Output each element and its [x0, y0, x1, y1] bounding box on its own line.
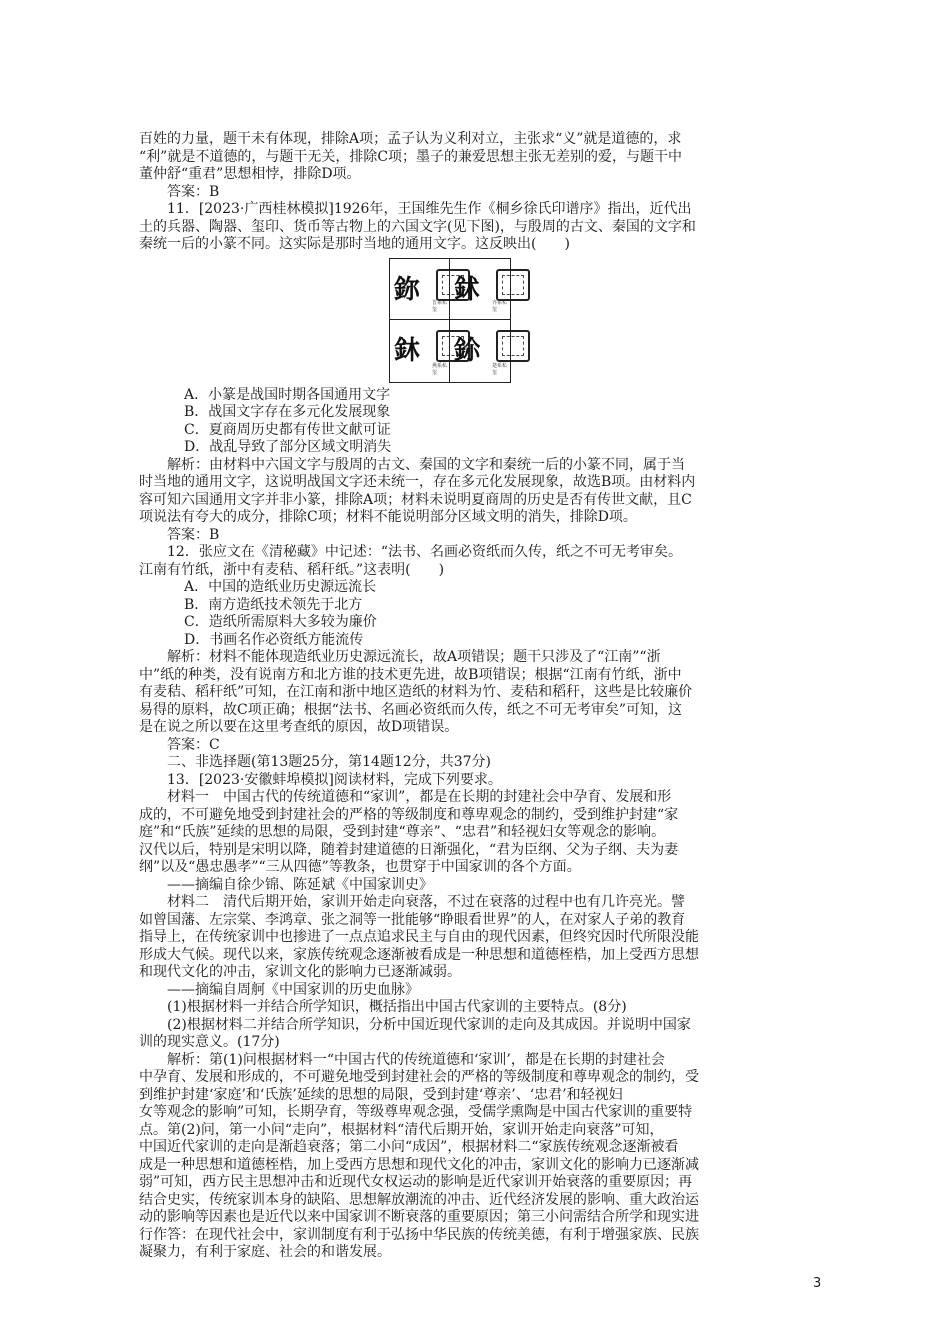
- text-line: 弱”可知，西方民主思想冲击和近现代女权运动的影响是近代家训开始衰落的重要原因；再: [139, 1174, 693, 1190]
- text-line: 是在说之所以要在这里考查纸的原因，故D项错误。: [139, 719, 459, 735]
- text-line: C．造纸所需原料大多较为廉价: [184, 614, 377, 630]
- seal-glyph: 鉥: [454, 274, 481, 305]
- text-line: 指导上，在传统家训中也掺进了一点点追求民主与自由的现代因素，但终究因时代所限没能: [139, 929, 699, 945]
- text-line: 秦统一后的小篆不同。这实际是那时当地的通用文字。这反映出( ): [139, 236, 570, 252]
- text-line: 12．张应文在《清秘藏》中记述：“法书、名画必资纸而久传，纸之不可无考审矣。: [167, 544, 682, 560]
- text-block-top: [139, 131, 819, 254]
- text-line: 百姓的力量，题干未有体现，排除A项；孟子认为义利对立，主张求“义”就是道德的，求: [139, 131, 682, 147]
- text-line: 形成大气候。现代以来，家族传统观念逐渐被看成是一种思想和道德桎梏，加上受西方思想: [139, 946, 699, 963]
- figure-cell: [390, 259, 450, 321]
- text-block-main: [139, 387, 819, 1262]
- text-line: D．书画名作必资纸方能流传: [184, 631, 364, 648]
- figure-caption: 燕系私玺: [432, 362, 448, 376]
- text-line: 13．[2023·安徽蚌埠模拟]阅读材料，完成下列要求。: [167, 771, 502, 788]
- text-line: 点。第(2)问，第一小问“走向”，根据材料“清代后期开始，家训开始走向衰落”可知，: [139, 1121, 664, 1138]
- text-line: 容可知六国通用文字并非小篆，排除A项；材料未说明夏商周的历史是否有传世文献，且C: [139, 491, 692, 508]
- text-line: 有麦秸、稻秆纸”可知，在江南和浙中地区造纸的材料为竹、麦秸和稻秆，这些是比较廉价: [139, 684, 693, 700]
- text-line: 结合史实，传统家训本身的缺陷、思想解放潮流的冲击、近代经济发展的影响、重大政治运: [139, 1191, 699, 1208]
- text-line: 成是一种思想和道德桎梏，加上受西方思想和现代文化的冲击，家训文化的影响力已逐渐减: [139, 1156, 699, 1173]
- text-line: B．战国文字存在多元化发展现象: [184, 404, 391, 420]
- figure-cell: [390, 320, 450, 382]
- text-line: D．战乱导致了部分区域文明消失: [184, 439, 392, 455]
- text-line: 二、非选择题(第13题25分，第14题12分，共37分): [167, 754, 491, 770]
- text-line: 纲”以及“愚忠愚孝”“三从四德”等教条，也贯穿于中国家训的各个方面。: [139, 859, 581, 875]
- text-line: 中孕育、发展和形成的，不可避免地受到封建社会的严格的等级制度和尊卑观念的制约，受: [139, 1069, 699, 1085]
- text-line: 和现代文化的冲击，家训文化的影响力已逐渐减弱。: [139, 964, 461, 980]
- text-line: 材料一 中国古代的传统道德和“家训”，都是在长期的封建社会中孕育、发展和形: [167, 789, 672, 805]
- text-line: 中”纸的种类，没有说南方和北方谁的技术更先进，故B项错误；根据“江南有竹纸，浙中: [139, 666, 682, 683]
- text-line: 成的，不可避免地受到封建社会的严格的等级制度和尊卑观念的制约，受到维护封建“家: [139, 806, 679, 823]
- figure-caption: 齐系私玺: [492, 300, 508, 313]
- text-line: ——摘编自徐少锦、陈延斌《中国家训史》: [167, 876, 433, 893]
- seal-glyph: 鈢: [394, 336, 421, 366]
- text-line: 土的兵器、陶器、玺印、货币等古物上的六国文字(见下图)，与殷周的古文、秦国的文字和: [139, 218, 696, 235]
- text-line: 时当地的通用文字，这说明战国文字还未统一，存在多元化发展现象，故选B项。由材料内: [139, 474, 696, 490]
- text-line: 汉代以后，特别是宋明以降，随着封建道德的日渐强化，“君为臣纲、父为子纲、夫为妻: [139, 841, 679, 858]
- text-line: 材料二 清代后期开始，家训开始走向衰落，不过在衰落的过程中也有几许亮光。譬: [167, 894, 685, 910]
- figure-cell: [450, 320, 510, 382]
- text-line: B．南方造纸技术领先于北方: [184, 596, 363, 613]
- seal-script-figure: [389, 258, 511, 383]
- text-line: 解析：材料不能体现造纸业历史源远流长，故A项错误；题干只涉及了“江南”“浙: [167, 649, 661, 665]
- text-line: 如曾国藩、左宗棠、李鸿章、张之洞等一批能够“睁眼看世界”的人，在对家人子弟的教育: [139, 911, 686, 928]
- figure-caption: 楚系私玺: [492, 362, 508, 376]
- seal-impression-icon: [496, 330, 530, 362]
- text-line: 答案：B: [167, 183, 220, 200]
- text-line: 训的现实意义。(17分): [139, 1034, 280, 1050]
- text-line: 中国近代家训的走向是渐趋衰落；第二小问“成因”，根据材料二“家族传统观念逐渐被看: [139, 1139, 679, 1155]
- text-line: A．中国的造纸业历史源远流长: [184, 579, 377, 595]
- figure-caption: 晋系私玺: [432, 300, 448, 313]
- text-line: ——摘编自周舸《中国家训的历史血脉》: [167, 981, 419, 998]
- text-line: 答案：C: [167, 736, 220, 753]
- document-body: [139, 131, 819, 1262]
- text-line: 动的影响等因素也是近代以来中国家训不断衰落的重要原因；第三小问需结合所学和现实进: [139, 1209, 699, 1225]
- text-line: 凝聚力，有利于家庭、社会的和谐发展。: [139, 1244, 391, 1260]
- text-line: 庭”和“氏族”延续的思想的局限，受到封建“尊亲”、“忠君”和轻视妇女等观念的影响。: [139, 824, 666, 840]
- text-line: 项说法有夸大的成分，排除C项；材料不能说明部分区域文明的消失，排除D项。: [139, 509, 637, 525]
- text-line: 董仲舒“重君”思想相悖，排除D项。: [139, 166, 361, 182]
- text-line: 江南有竹纸，浙中有麦秸、稻秆纸。”这表明( ): [139, 561, 445, 578]
- text-line: (1)根据材料一并结合所学知识，概括指出中国古代家训的主要特点。(8分): [167, 999, 627, 1015]
- text-line: A．小篆是战国时期各国通用文字: [184, 386, 391, 403]
- text-line: 女等观念的影响”可知，长期孕育，等级尊卑观念强，受儒学熏陶是中国古代家训的重要特: [139, 1104, 693, 1120]
- text-line: (2)根据材料二并结合所学知识，分析中国近现代家训的走向及其成因。并说明中国家: [167, 1016, 691, 1033]
- text-line: 解析：由材料中六国文字与殷周的古文、秦国的文字和秦统一后的小篆不同，属于当: [167, 456, 685, 473]
- text-line: 解析：第(1)问根据材料一“中国古代的传统道德和‘家训’，都是在长期的封建社会: [167, 1051, 665, 1068]
- seal-glyph: 鉨: [394, 274, 421, 305]
- figure-cell: [450, 259, 510, 321]
- text-line: C．夏商周历史都有传世文献可证: [184, 421, 391, 438]
- text-line: 易得的原料，故C项正确；根据“法书、名画必资纸而久传，纸之不可无考审矣”可知，这: [139, 701, 683, 718]
- text-line: “利”就是不道德的，与题干无关，排除C项；墨子的兼爱思想主张无差别的爱，与题干中: [139, 148, 683, 165]
- page-number: 3: [813, 1276, 822, 1291]
- text-line: 到维护封建‘家庭’和‘氏族’延续的思想的局限，受到封建‘尊亲’、‘忠君’和轻视妇: [139, 1086, 623, 1103]
- seal-glyph: 鉩: [454, 336, 481, 366]
- text-line: 行作答：在现代社会中，家训制度有利于弘扬中华民族的传统美德，有利于增强家族、民族: [139, 1226, 699, 1243]
- text-line: 答案：B: [167, 526, 220, 543]
- text-line: 11．[2023·广西桂林模拟]1926年，王国维先生作《桐乡徐氏印谱序》指出，近代出: [167, 201, 692, 217]
- seal-impression-icon: [496, 269, 530, 301]
